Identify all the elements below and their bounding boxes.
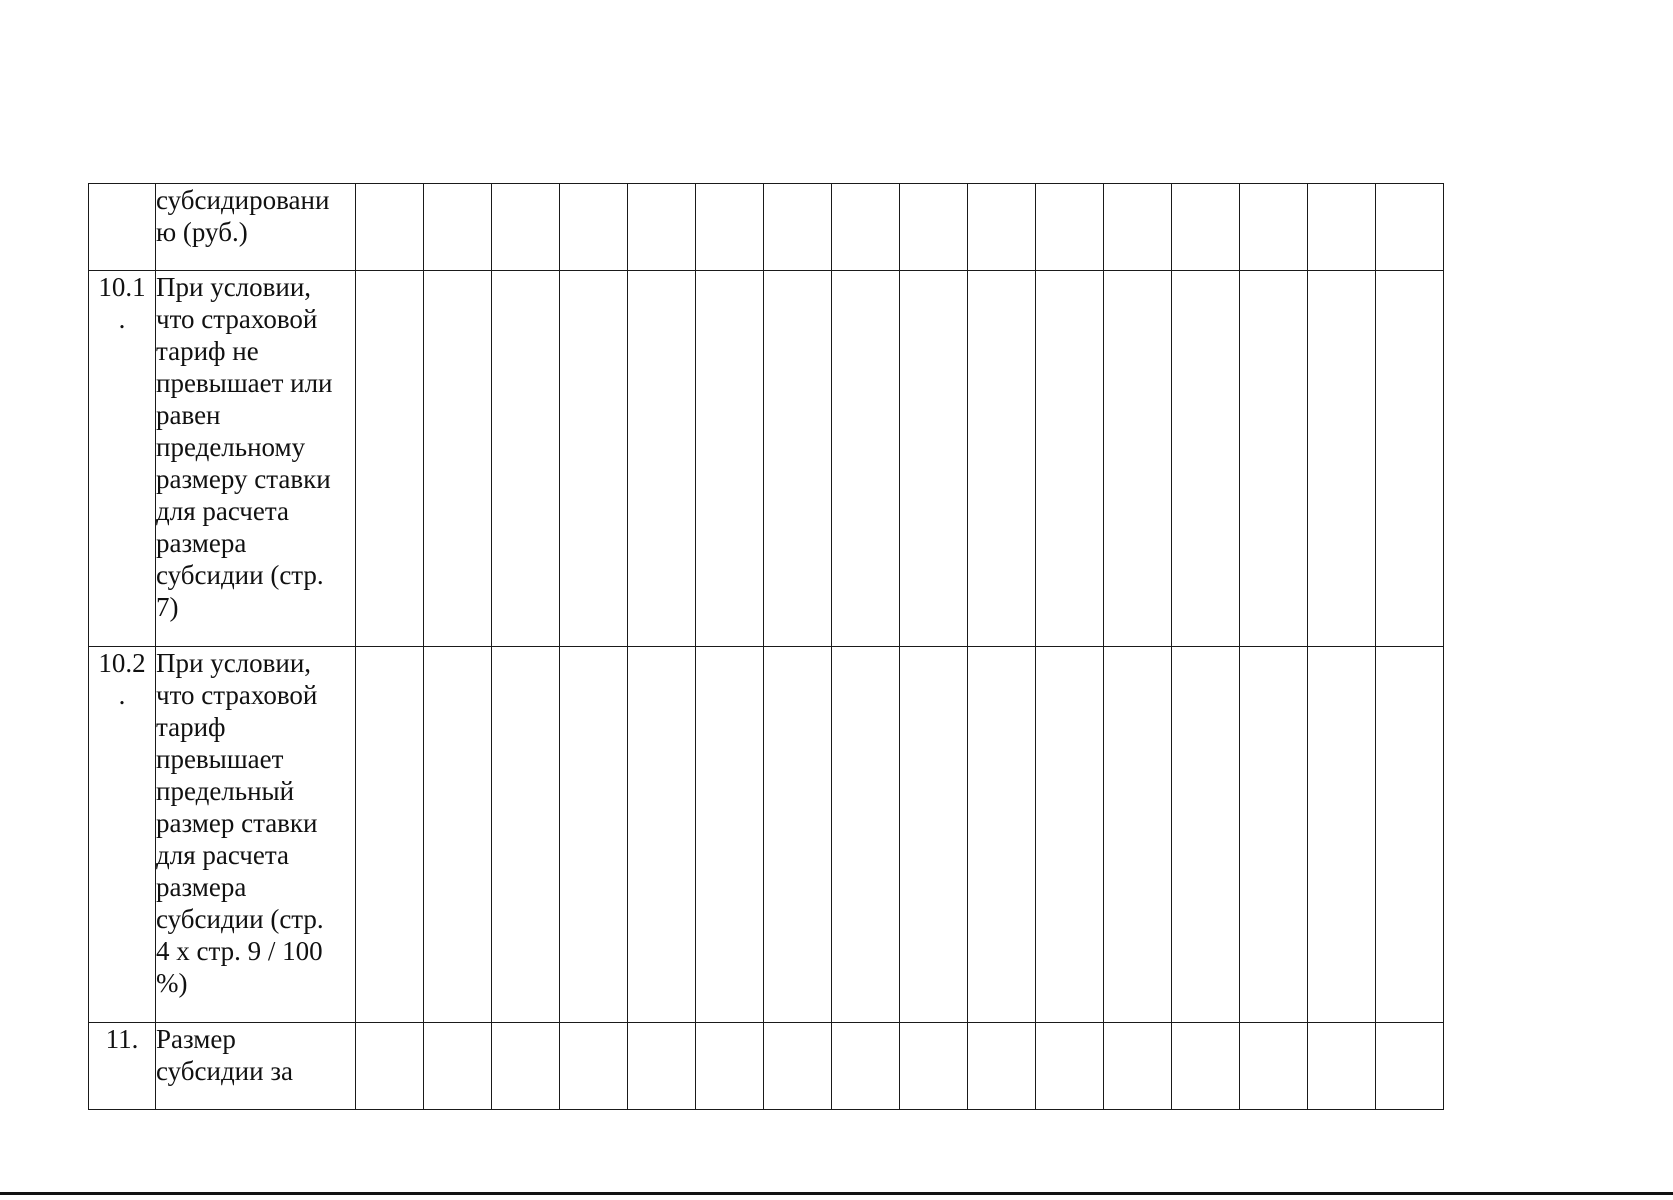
- empty-cell: [1104, 1023, 1172, 1110]
- empty-cell: [1240, 647, 1308, 1023]
- empty-cell: [356, 647, 424, 1023]
- empty-cell: [900, 1023, 968, 1110]
- empty-cell: [1104, 271, 1172, 647]
- row-number: 10.1 .: [98, 272, 146, 334]
- empty-cell: [1240, 1023, 1308, 1110]
- empty-cell: [696, 647, 764, 1023]
- empty-cell: [1036, 647, 1104, 1023]
- empty-cell: [628, 1023, 696, 1110]
- row-label: При условии, что страховой тариф не превышает или равен предельному размеру ставки для расчета размера субсидии (стр. 7): [156, 272, 333, 622]
- subsidy-calculation-table: [88, 183, 1444, 1110]
- empty-cell: [1376, 184, 1444, 271]
- empty-cell: [492, 271, 560, 647]
- empty-cell: [424, 647, 492, 1023]
- empty-cell: [1376, 647, 1444, 1023]
- empty-cell: [628, 647, 696, 1023]
- empty-cell: [628, 271, 696, 647]
- empty-cell: [832, 1023, 900, 1110]
- empty-cell: [1376, 1023, 1444, 1110]
- row-number-cell: [89, 271, 156, 647]
- row-label-cell: [156, 184, 356, 271]
- empty-cell: [424, 184, 492, 271]
- empty-cell: [696, 1023, 764, 1110]
- empty-cell: [560, 1023, 628, 1110]
- row-number-cell: [89, 1023, 156, 1110]
- empty-cell: [832, 647, 900, 1023]
- empty-cell: [900, 271, 968, 647]
- row-label: При условии, что страховой тариф превышает предельный размер ставки для расчета размера субсидии (стр. 4 х стр. 9 / 100 %): [156, 648, 324, 998]
- empty-cell: [1308, 184, 1376, 271]
- table-row: [89, 184, 1444, 271]
- empty-cell: [1036, 1023, 1104, 1110]
- empty-cell: [1172, 271, 1240, 647]
- empty-cell: [968, 1023, 1036, 1110]
- empty-cell: [696, 184, 764, 271]
- empty-cell: [900, 647, 968, 1023]
- row-number-cell: [89, 647, 156, 1023]
- empty-cell: [1376, 271, 1444, 647]
- row-number: 11.: [105, 1024, 139, 1054]
- table-row: [89, 647, 1444, 1023]
- empty-cell: [424, 271, 492, 647]
- empty-cell: [1308, 271, 1376, 647]
- empty-cell: [492, 647, 560, 1023]
- empty-cell: [492, 1023, 560, 1110]
- empty-cell: [1308, 1023, 1376, 1110]
- empty-cell: [1240, 271, 1308, 647]
- empty-cell: [764, 271, 832, 647]
- empty-cell: [356, 184, 424, 271]
- bottom-divider: [0, 1192, 1673, 1195]
- empty-cell: [1104, 647, 1172, 1023]
- table-row: [89, 1023, 1444, 1110]
- empty-cell: [424, 1023, 492, 1110]
- row-label: Размер субсидии за: [156, 1024, 293, 1086]
- empty-cell: [628, 184, 696, 271]
- row-label-cell: [156, 1023, 356, 1110]
- empty-cell: [1240, 184, 1308, 271]
- empty-cell: [1172, 1023, 1240, 1110]
- table-row: [89, 271, 1444, 647]
- row-number: 10.2 .: [98, 648, 146, 710]
- empty-cell: [832, 271, 900, 647]
- empty-cell: [1308, 647, 1376, 1023]
- row-label-cell: [156, 271, 356, 647]
- empty-cell: [968, 647, 1036, 1023]
- empty-cell: [900, 184, 968, 271]
- empty-cell: [1036, 271, 1104, 647]
- row-number-cell: [89, 184, 156, 271]
- row-label-cell: [156, 647, 356, 1023]
- empty-cell: [832, 184, 900, 271]
- empty-cell: [696, 271, 764, 647]
- empty-cell: [764, 647, 832, 1023]
- empty-cell: [492, 184, 560, 271]
- empty-cell: [1172, 647, 1240, 1023]
- empty-cell: [764, 184, 832, 271]
- empty-cell: [1036, 184, 1104, 271]
- empty-cell: [356, 271, 424, 647]
- empty-cell: [764, 1023, 832, 1110]
- empty-cell: [1104, 184, 1172, 271]
- empty-cell: [560, 184, 628, 271]
- row-label: субсидировани ю (руб.): [156, 185, 330, 247]
- empty-cell: [1172, 184, 1240, 271]
- empty-cell: [356, 1023, 424, 1110]
- empty-cell: [968, 184, 1036, 271]
- empty-cell: [968, 271, 1036, 647]
- empty-cell: [560, 271, 628, 647]
- empty-cell: [560, 647, 628, 1023]
